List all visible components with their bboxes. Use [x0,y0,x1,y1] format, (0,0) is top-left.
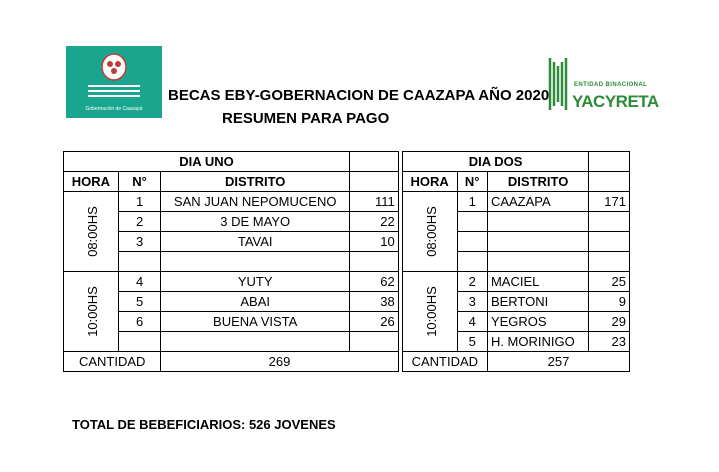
beneficiary-count: 62 [350,272,399,292]
empty-cell [457,252,487,272]
beneficiary-count: 111 [350,192,399,212]
beneficiary-count: 26 [350,312,399,332]
empty-cell [589,252,630,272]
beneficiary-count: 29 [589,312,630,332]
empty-cell [118,252,161,272]
row-number: 5 [457,332,487,352]
total-beneficiaries: TOTAL DE BEBEFICIARIOS: 526 JOVENES [72,417,336,432]
empty-cell [589,212,630,232]
time-slot-label: 08:00HS [84,206,100,257]
separator [398,332,402,352]
document-title: BECAS EBY-GOBERNACION DE CAAZAPA AÑO 2020 [168,87,550,104]
beneficiary-count: 10 [350,232,399,252]
cantidad-label: CANTIDAD [64,352,161,372]
district-name: ABAI [161,292,350,312]
row-number: 2 [118,212,161,232]
empty-cell [487,212,588,232]
empty-cell [350,332,399,352]
col-hora-header: HORA [402,172,457,192]
gobernacion-logo [66,46,162,118]
col-n-header: N° [457,172,487,192]
col-hora-header: HORA [64,172,119,192]
yacyreta-mark-icon [546,56,570,112]
row-number: 4 [457,312,487,332]
empty-cell [161,252,350,272]
col-distrito-header: DISTRITO [161,172,350,192]
empty-cell [350,172,399,192]
time-slot-cell [402,192,457,272]
day2-total: 257 [487,352,629,372]
partner-brand-text: YACYRETA [572,92,659,111]
beneficiary-count: 171 [589,192,630,212]
beneficiary-count: 9 [589,292,630,312]
time-slot-cell [402,272,457,352]
row-number: 4 [118,272,161,292]
coat-of-arms-icon [100,52,128,82]
yacyreta-logo [546,56,659,116]
district-name: H. MORINIGO [487,332,588,352]
empty-cell [457,212,487,232]
empty-cell [350,252,399,272]
separator [398,312,402,332]
time-slot-label: 10:00HS [423,286,439,337]
district-name: BUENA VISTA [161,312,350,332]
empty-cell [457,232,487,252]
gov-logo-text: Gobernación de Caazapá [85,106,143,112]
emblem-stripes-icon [88,84,140,98]
row-number: 2 [457,272,487,292]
time-slot-label: 08:00HS [423,206,439,257]
partner-small-text: ENTIDAD BINACIONAL [574,82,648,88]
empty-cell [118,332,161,352]
district-name: YEGROS [487,312,588,332]
beneficiary-count: 38 [350,292,399,312]
district-name: BERTONI [487,292,588,312]
separator [398,212,402,232]
district-name: MACIEL [487,272,588,292]
district-name: SAN JUAN NEPOMUCENO [161,192,350,212]
row-number: 3 [457,292,487,312]
empty-cell [589,172,630,192]
row-number: 5 [118,292,161,312]
row-number: 3 [118,232,161,252]
col-n-header: N° [118,172,161,192]
beneficiary-count: 23 [589,332,630,352]
time-slot-label: 10:00HS [84,286,100,337]
row-number: 1 [457,192,487,212]
district-name: CAAZAPA [487,192,588,212]
separator [398,252,402,272]
district-name: 3 DE MAYO [161,212,350,232]
empty-cell [350,152,399,172]
separator [398,292,402,312]
row-number: 6 [118,312,161,332]
beneficiary-count: 25 [589,272,630,292]
col-distrito-header: DISTRITO [487,172,588,192]
day1-title: DIA UNO [64,152,350,172]
payment-summary-table [63,151,630,372]
district-name: YUTY [161,272,350,292]
row-number: 1 [118,192,161,212]
empty-cell [161,332,350,352]
day2-title: DIA DOS [402,152,589,172]
day1-total: 269 [161,352,398,372]
beneficiary-count: 22 [350,212,399,232]
empty-cell [487,252,588,272]
time-slot-cell [64,192,119,272]
district-name: TAVAI [161,232,350,252]
empty-cell [487,232,588,252]
time-slot-cell [64,272,119,352]
empty-cell [589,152,630,172]
empty-cell [589,232,630,252]
cantidad-label: CANTIDAD [402,352,487,372]
document-subtitle: RESUMEN PARA PAGO [222,110,390,127]
separator [398,232,402,252]
